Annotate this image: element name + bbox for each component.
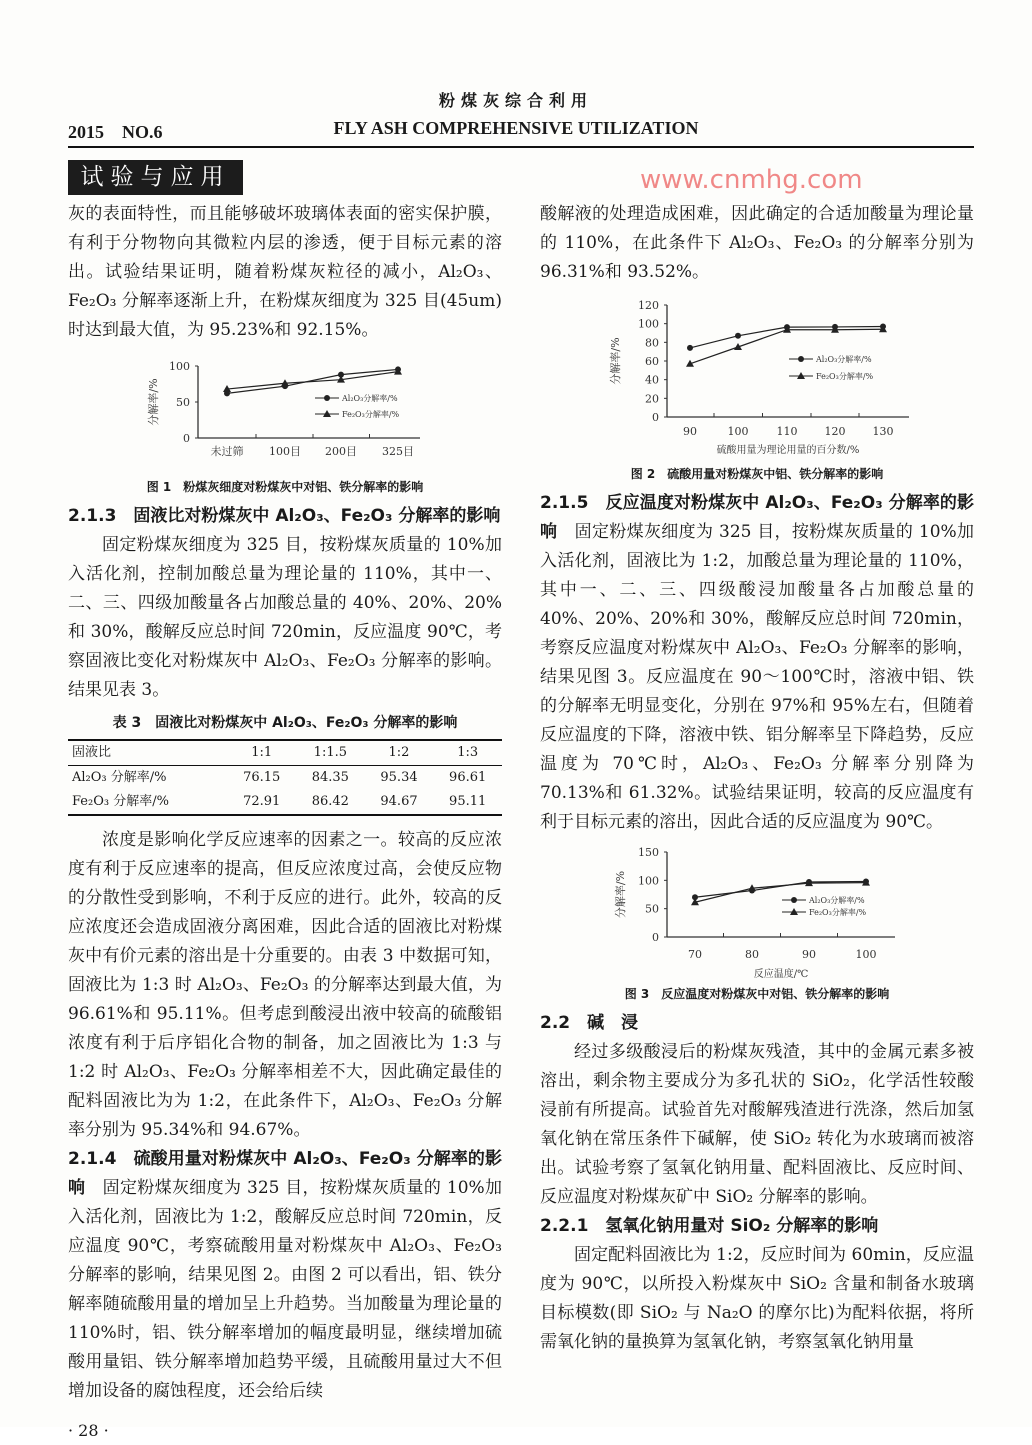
x-tick-label: 120 bbox=[824, 425, 846, 438]
x-tick-label: 325目 bbox=[382, 445, 414, 458]
x-tick-label: 90 bbox=[683, 425, 697, 438]
journal-title-cn: 粉煤灰综合利用 bbox=[438, 91, 593, 110]
table-cell: 84.35 bbox=[311, 770, 349, 785]
table-3-caption: 表 3 固液比对粉煤灰中 Al₂O₃、Fe₂O₃ 分解率的影响 bbox=[112, 715, 458, 731]
figure-2-chart bbox=[597, 293, 917, 463]
table-cell: 95.11 bbox=[449, 794, 487, 809]
data-point bbox=[735, 333, 741, 339]
y-tick-label: 100 bbox=[638, 317, 659, 331]
y-tick-label: 0 bbox=[652, 931, 659, 944]
x-tick-label: 90 bbox=[802, 948, 816, 961]
table-cell: 94.67 bbox=[380, 794, 418, 809]
x-tick-label: 70 bbox=[688, 948, 702, 961]
right-column bbox=[540, 200, 974, 1357]
y-tick-label: 0 bbox=[183, 432, 190, 445]
page-number: · 28 · bbox=[68, 1421, 109, 1440]
y-tick-label: 20 bbox=[645, 392, 659, 406]
legend-label: Al₂O₃分解率/% bbox=[809, 896, 865, 905]
y-axis-label: 分解率/% bbox=[609, 337, 622, 385]
table-header: 1:1 bbox=[251, 745, 273, 760]
y-axis-label: 分解率/% bbox=[147, 378, 160, 426]
year-issue: 2015 NO.6 bbox=[68, 122, 163, 142]
y-tick-label: 0 bbox=[652, 411, 659, 424]
y-tick-label: 80 bbox=[645, 336, 659, 350]
paragraph: 固定粉煤灰细度为 325 目，按粉煤灰质量的 10%加入活化剂，控制加酸总量为理论量的 110%，其中一、二、三、四级加酸量各占加酸总量的 40%、20%、20%和 30%，酸解反应总时间 720min，反应温度 90℃，考察固液比变化对粉煤灰中 Al₂O₃、Fe₂O₃ 分解率的影响。结果见表 3。 bbox=[68, 535, 502, 700]
table-cell: Fe₂O₃ 分解率/% bbox=[72, 794, 169, 809]
paragraph: 经过多级酸浸后的粉煤灰残渣，其中的金属元素多被溶出，剩余物主要成分为多孔状的 SiO₂，化学活性较酸浸前有所提高。试验首先对酸解残渣进行洗涤，然后加氢氧化钠在常压条件下碱解，使 SiO₂ 转化为水玻璃而被溶出。试验考察了氢氧化钠用量、配料固液比、反应时间、反应温度对粉煤灰矿中 SiO₂ 分解率的影响。 bbox=[540, 1042, 974, 1207]
x-tick-label: 200目 bbox=[325, 445, 357, 458]
heading-2-1-5: 2.1.5 反应温度对粉煤灰中 Al₂O₃、Fe₂O₃ 分解率的影响 bbox=[540, 493, 974, 542]
table-row bbox=[68, 790, 502, 815]
y-axis-label: 分解率/% bbox=[614, 870, 627, 919]
series-line-al2o3 bbox=[695, 881, 866, 897]
table-header: 1:3 bbox=[457, 745, 479, 760]
legend-marker bbox=[791, 897, 797, 903]
heading-2-2: 2.2 碱 浸 bbox=[540, 1013, 639, 1033]
table-cell: Al₂O₃ 分解率/% bbox=[72, 770, 167, 785]
x-tick-label: 100目 bbox=[269, 445, 301, 458]
table-header: 1:2 bbox=[388, 745, 410, 760]
y-tick-label: 120 bbox=[638, 299, 659, 312]
table-3 bbox=[68, 713, 502, 816]
y-tick-label: 150 bbox=[638, 846, 659, 859]
section-banner: 试验与应用 bbox=[68, 160, 243, 195]
table-header: 固液比 bbox=[72, 745, 112, 760]
y-tick-label: 100 bbox=[169, 360, 190, 373]
data-point bbox=[687, 345, 693, 351]
paragraph: 浓度是影响化学反应速率的因素之一。较高的反应浓度有利于反应速率的提高，但反应浓度过高，会使反应物的分散性受到影响，不利于反应的进行。此外，较高的反应浓度还会造成固液分离困难，因此合适的固液比对粉煤灰中有价元素的溶出是十分重要的。由表 3 中数据可知，固液比为 1:3 时 Al₂O₃、Fe₂O₃ 的分解率达到最大值，为 96.61%和 95.11%。但考虑到酸浸出液中较高的硫酸铝浓度有利于后序铝化合物的制备，加之固液比为 1:3 与 1:2 时 Al₂O₃、Fe₂O₃ 分解率相差不大，因此确定最佳的配料固液比为为 1:2，在此条件下，Al₂O₃、Fe₂O₃ 分解率分别为 95.34%和 94.67%。 bbox=[68, 830, 502, 1140]
x-tick-label: 130 bbox=[872, 425, 894, 438]
figure-2-caption: 图 2 硫酸用量对粉煤灰中铝、铁分解率的影响 bbox=[630, 467, 884, 481]
y-tick-label: 50 bbox=[176, 396, 190, 409]
legend-label: Fe₂O₃分解率/% bbox=[809, 908, 867, 917]
watermark: www.cnmhg.com bbox=[640, 165, 863, 195]
journal-title-en: FLY ASH COMPREHENSIVE UTILIZATION bbox=[333, 118, 699, 138]
figure-3-caption: 图 3 反应温度对粉煤灰中对铝、铁分解率的影响 bbox=[624, 987, 890, 1001]
table-3-grid bbox=[68, 739, 502, 816]
legend-label: Fe₂O₃分解率/% bbox=[342, 410, 400, 419]
legend-marker bbox=[324, 395, 330, 401]
table-cell: 95.34 bbox=[380, 770, 418, 785]
legend-label: Al₂O₃分解率/% bbox=[342, 394, 398, 403]
paragraph: 灰的表面特性，而且能够破坏玻璃体表面的密实保护膜，有利于分物物向其微粒内层的渗透，便于目标元素的溶出。试验结果证明，随着粉煤灰粒径的减小，Al₂O₃、Fe₂O₃ 分解率逐渐上升，在粉煤灰细度为 325 目(45um)时达到最大值，为 95.23%和 92.15%。 bbox=[68, 204, 502, 340]
x-tick-label: 未过筛 bbox=[210, 445, 244, 458]
figure-3-chart bbox=[602, 843, 912, 983]
table-row bbox=[68, 766, 502, 791]
y-tick-label: 50 bbox=[645, 902, 659, 916]
x-axis-label: 硫酸用量为理论用量的百分数/% bbox=[716, 445, 860, 456]
paragraph: 固定粉煤灰细度为 325 目，按粉煤灰质量的 10%加入活化剂，固液比为 1:2，加酸总量为理论量的 110%，其中一、二、三、四级酸浸加酸量各占加酸总量的 40%、20%、20%和 30%，酸解反应总时间 720min，考察反应温度对粉煤灰中 Al₂O₃、Fe₂O₃ 分解率的影响，结果见图 3。反应温度在 90～100℃时，溶液中铝、铁的分解率无明显变化，分别在 97%和 95%左右，但随着反应温度的下降，溶液中铁、铝分解率呈下降趋势，反应温度为 70℃时，Al₂O₃、Fe₂O₃ 分解率分别降为 70.13%和 61.32%。试验结果证明，较高的反应温度有利于目标元素的溶出，因此合适的反应温度为 90℃。 bbox=[540, 522, 974, 832]
x-tick-label: 100 bbox=[855, 948, 877, 961]
left-column bbox=[68, 200, 502, 1445]
table-header: 1:1.5 bbox=[313, 745, 347, 760]
table-cell: 76.15 bbox=[243, 770, 281, 785]
legend-marker bbox=[798, 356, 804, 362]
table-cell: 86.42 bbox=[311, 794, 349, 809]
header-rule bbox=[68, 146, 974, 148]
x-tick-label: 100 bbox=[727, 425, 749, 438]
paragraph: 固定粉煤灰细度为 325 目，按粉煤灰质量的 10%加入活化剂，固液比为 1:2，酸解反应总时间 720min，反应温度 90℃，考察硫酸用量对粉煤灰中 Al₂O₃、Fe₂O₃ 分解率的影响，结果见图 2。由图 2 可以看出，铝、铁分解率随硫酸用量的增加呈上升趋势。当加酸量为理论量的 110%时，铝、铁分解率增加的幅度最明显，继续增加硫酸用量铝、铁分解率增加趋势平缓，且硫酸用量过大不但增加设备的腐蚀程度，还会给后续 bbox=[68, 1178, 502, 1401]
paragraph: 酸解液的处理造成困难，因此确定的合适加酸量为理论量的 110%，在此条件下 Al₂O₃、Fe₂O₃ 的分解率分别为 96.31%和 93.52%。 bbox=[540, 204, 974, 282]
x-axis-label: 反应温度/℃ bbox=[753, 969, 809, 980]
table-cell: 96.61 bbox=[449, 770, 487, 785]
heading-2-1-4: 2.1.4 硫酸用量对粉煤灰中 Al₂O₃、Fe₂O₃ 分解率的影响 bbox=[68, 1149, 502, 1198]
heading-2-1-3: 2.1.3 固液比对粉煤灰中 Al₂O₃、Fe₂O₃ 分解率的影响 bbox=[68, 506, 501, 526]
figure-1-caption: 图 1 粉煤灰细度对粉煤灰中对铝、铁分解率的影响 bbox=[146, 480, 424, 494]
x-tick-label: 110 bbox=[776, 425, 798, 438]
y-tick-label: 60 bbox=[645, 355, 659, 368]
x-tick-label: 80 bbox=[745, 948, 759, 961]
legend-label: Al₂O₃分解率/% bbox=[816, 355, 872, 364]
y-tick-label: 40 bbox=[645, 373, 659, 387]
y-tick-label: 100 bbox=[638, 874, 659, 888]
paragraph: 固定配料固液比为 1:2，反应时间为 60min，反应温度为 90℃，以所投入粉煤灰中 SiO₂ 含量和制备水玻璃目标模数(即 SiO₂ 与 Na₂O 的摩尔比)为配料依据，将所需氧化钠的量换算为氢氧化钠，考察氢氧化钠用量 bbox=[540, 1245, 974, 1352]
figure-1-chart bbox=[135, 351, 435, 476]
heading-2-2-1: 2.2.1 氢氧化钠用量对 SiO₂ 分解率的影响 bbox=[540, 1216, 879, 1236]
table-header-row bbox=[68, 740, 502, 766]
table-cell: 72.91 bbox=[243, 794, 281, 809]
legend-label: Fe₂O₃分解率/% bbox=[816, 372, 874, 381]
